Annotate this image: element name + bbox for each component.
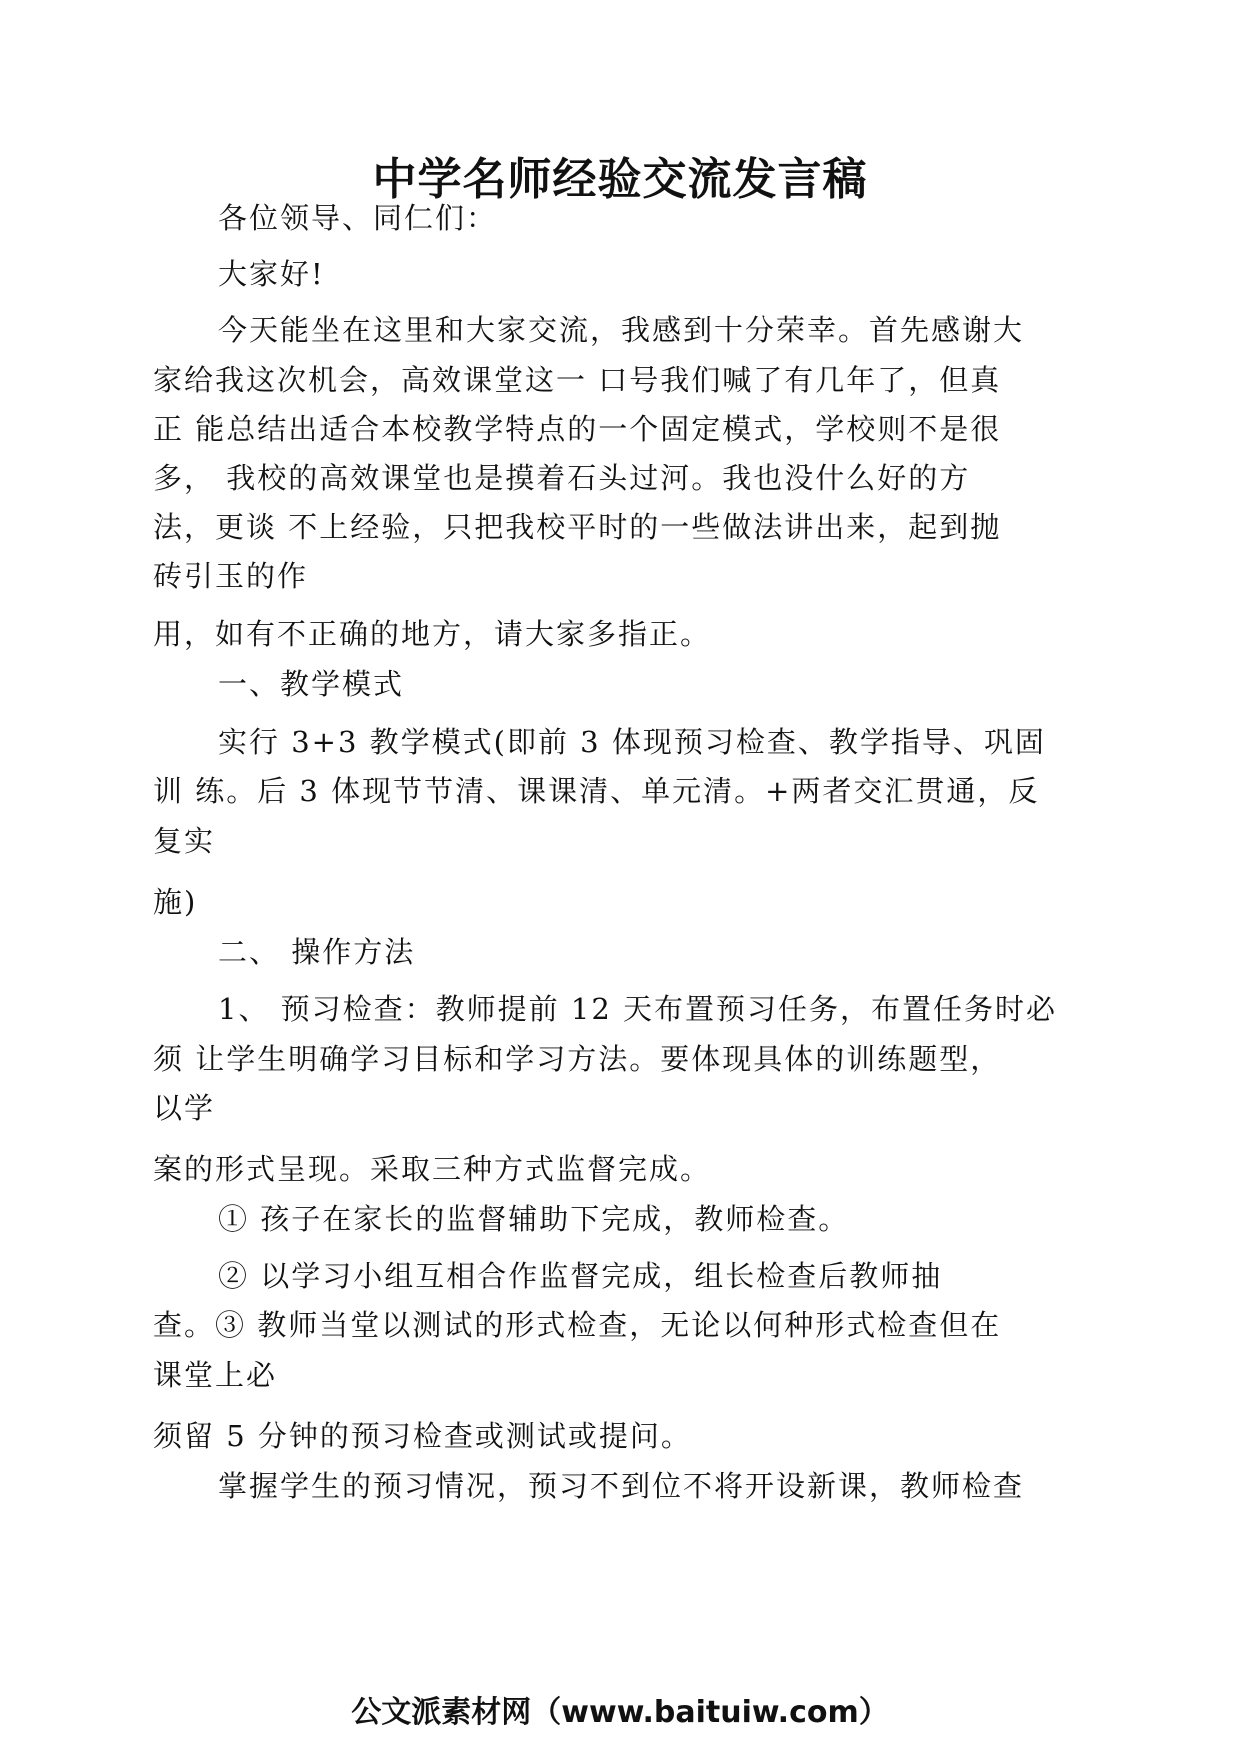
body-line: 训 练。后 3 体现节节清、课课清、单元清。+两者交汇贯通，反 [153,774,1040,808]
document-title: 中学名师经验交流发言稿 [372,154,868,205]
body-line: 法，更谈 不上经验，只把我校平时的一些做法讲出来，起到抛 [153,510,1002,544]
body-line: 正 能总结出适合本校教学特点的一个固定模式，学校则不是很 [153,412,1002,446]
body-line: 复实 [153,824,216,858]
body-line: 须留 5 分钟的预习检查或测试或提问。 [153,1419,692,1453]
body-line: 砖引玉的作 [153,559,309,593]
body-line: 掌握学生的预习情况，预习不到位不将开设新课，教师检查 [218,1469,1025,1503]
body-line: 须 让学生明确学习目标和学习方法。要体现具体的训练题型， [153,1042,1002,1076]
body-line: 今天能坐在这里和大家交流，我感到十分荣幸。首先感谢大 [218,313,1025,347]
section-heading: 一、教学模式 [218,667,405,701]
body-line: 施) [153,885,198,919]
body-line: 1、 预习检查：教师提前 12 天布置预习任务，布置任务时必 [218,992,1058,1026]
body-line: 实行 3+3 教学模式(即前 3 体现预习检查、教学指导、巩固 [218,725,1046,759]
body-line: 多， 我校的高效课堂也是摸着石头过河。我也没什么好的方 [153,461,971,495]
body-line: 查。③ 教师当堂以测试的形式检查，无论以何种形式检查但在 [153,1308,1002,1342]
list-item: ② 以学习小组互相合作监督完成，组长检查后教师抽 [218,1259,943,1293]
body-line: 案的形式呈现。采取三种方式监督完成。 [153,1152,712,1186]
body-line: 家给我这次机会，高效课堂这一 口号我们喊了有几年了，但真 [153,363,1002,397]
salutation-line: 各位领导、同仁们： [218,201,498,235]
body-line: 用，如有不正确的地方，请大家多指正。 [153,617,712,651]
greeting-line: 大家好! [218,257,325,291]
footer-watermark: 公文派素材网（www.baituiw.com） [351,1695,889,1730]
list-item: ① 孩子在家长的监督辅助下完成，教师检查。 [218,1202,850,1236]
body-line: 以学 [153,1091,216,1125]
section-heading: 二、 操作方法 [218,935,416,969]
body-line: 课堂上必 [153,1358,278,1392]
